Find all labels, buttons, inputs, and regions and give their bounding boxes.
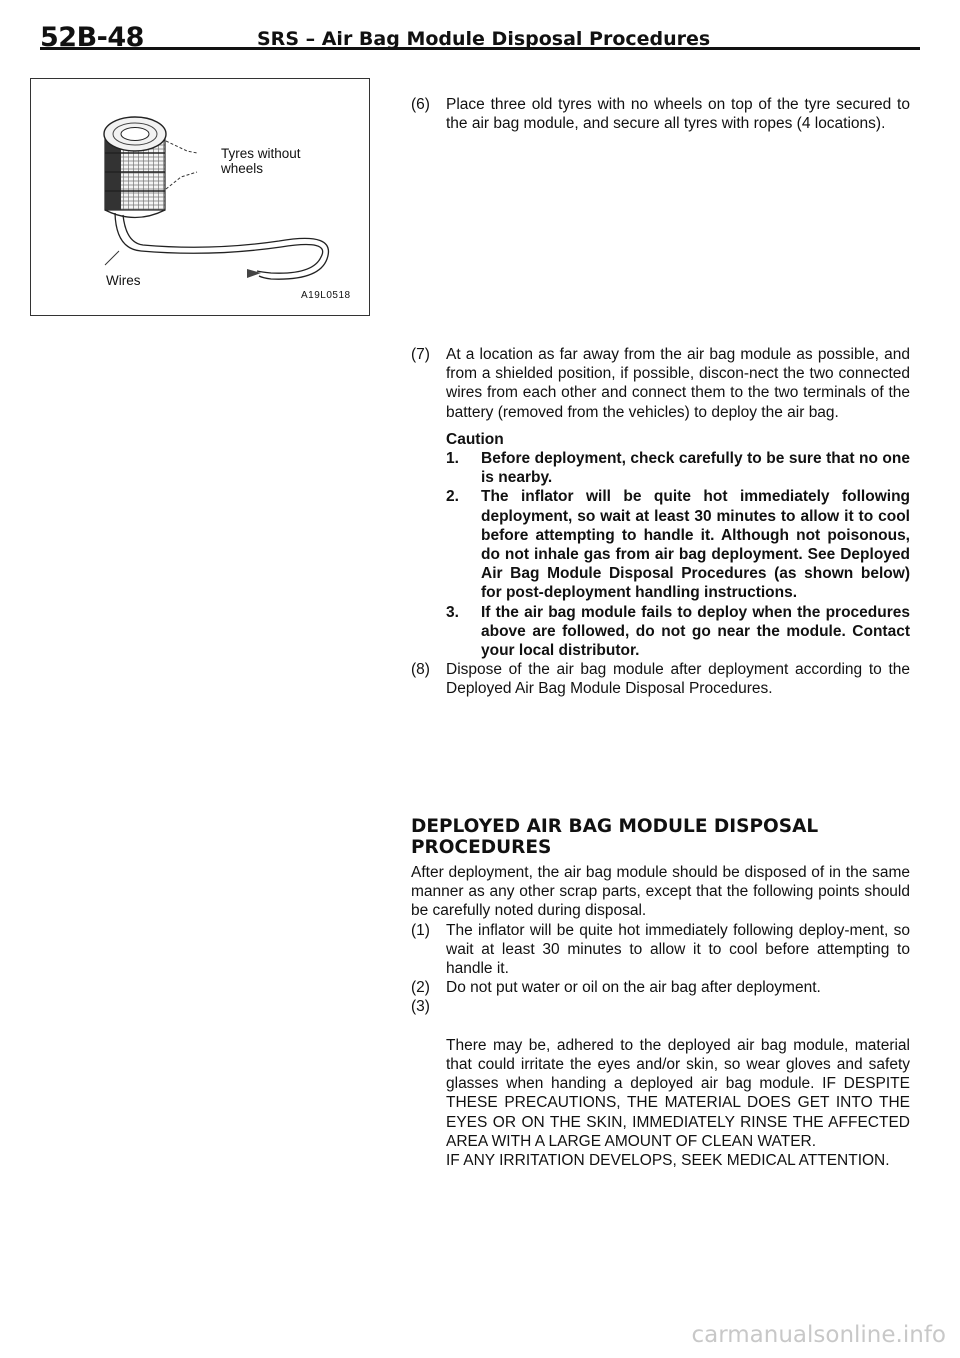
caution-text: If the air bag module fails to deploy when the procedures above are followed, do not go near the module. Contact your local distributor. [481,603,910,660]
figure-code: A19L0518 [301,290,351,301]
caution-item [446,603,910,661]
section-intro: After deployment, the air bag module should be disposed of in the same manner as any other scrap parts, except that the following points should be carefully noted during disposal. [411,864,910,920]
section-item [411,921,910,979]
item-number: (3) [411,998,430,1016]
section-item [411,997,910,1170]
item-text: There may be, adhered to the deployed air bag module, material that could irritate the eyes and/or skin, so wear gloves and safety glasses when handing a deployed air bag module. IF DESPITE THESE PRECAUTIONS, THE MATERIAL DOES GET INTO THE EYES OR ON THE SKIN, IMMEDIATELY RINSE THE AFFECTED AREA WITH A LARGE AMOUNT OF CLEAN WATER. IF ANY IRRITATION DEVELOPS, SEEK MEDICAL ATTENTION. [446,1036,910,1170]
tyres-label: Tyres without wheels [221,146,301,176]
item-text: The inflator will be quite hot immediately following deploy-ment, so wait at least 30 minutes to allow it to cool before attempting to handle it. [446,921,910,978]
step-7 [411,345,910,422]
caution-box [411,430,910,660]
tyre-stack-drawing [31,79,371,317]
step-number: (8) [411,661,430,679]
wires-leader-line [105,251,119,265]
step-number: (7) [411,346,430,363]
step-number: (6) [411,96,430,113]
caution-number: 2. [446,488,459,506]
step-text: At a location as far away from the air bag module as possible, and from a shielded position, if possible, discon-nect the two connected wires from each other and connect them to the two terminals of the battery (removed from the vehicles) to deploy the air bag. [446,346,910,421]
caution-item [446,487,910,602]
tyre-stack-icon [104,117,166,218]
caution-list [446,449,910,660]
caution-text: The inflator will be quite hot immediately following deployment, so wait at least 30 minutes to allow it to cool before attempting to handle it. Although not poisonous, do not inhale gas from air bag deployment. See Deployed Air Bag Module Disposal Procedures (as shown below) for post-deployment handling instructions. [481,488,910,602]
caution-text: Before deployment, check carefully to be sure that no one is nearby. [481,450,910,487]
step-6 [411,95,910,133]
step-8 [411,660,910,698]
page-number: 52B-48 [40,22,144,53]
caution-heading: Caution [446,430,504,448]
section-item [411,978,910,997]
item-number: (1) [411,921,430,939]
tyre-stack-illustration [30,78,370,316]
step-text: Dispose of the air bag module after deployment according to the Deployed Air Bag Module Disposal Procedures. [446,661,910,698]
item-text: Do not put water or oil on the air bag after deployment. [446,979,821,997]
caution-item [446,449,910,487]
caution-number: 3. [446,603,459,621]
caution-number: 1. [446,450,459,468]
page-header [40,22,920,74]
wires-icon [115,213,328,279]
step-text: Place three old tyres with no wheels on top of the tyre secured to the air bag module, and secure all tyres with ropes (4 locations). [446,96,910,133]
deployed-disposal-section [411,816,910,1170]
section-title: DEPLOYED AIR BAG MODULE DISPOSAL PROCEDURES [411,816,819,858]
tyre-leader-lines [166,141,197,189]
wires-label: Wires [106,273,141,288]
site-watermark: carmanualsonline.info [691,1322,946,1348]
item-number: (2) [411,979,430,997]
header-rule [40,47,920,50]
step-7-block [411,345,910,699]
page-title: SRS – Air Bag Module Disposal Procedures [257,28,711,50]
